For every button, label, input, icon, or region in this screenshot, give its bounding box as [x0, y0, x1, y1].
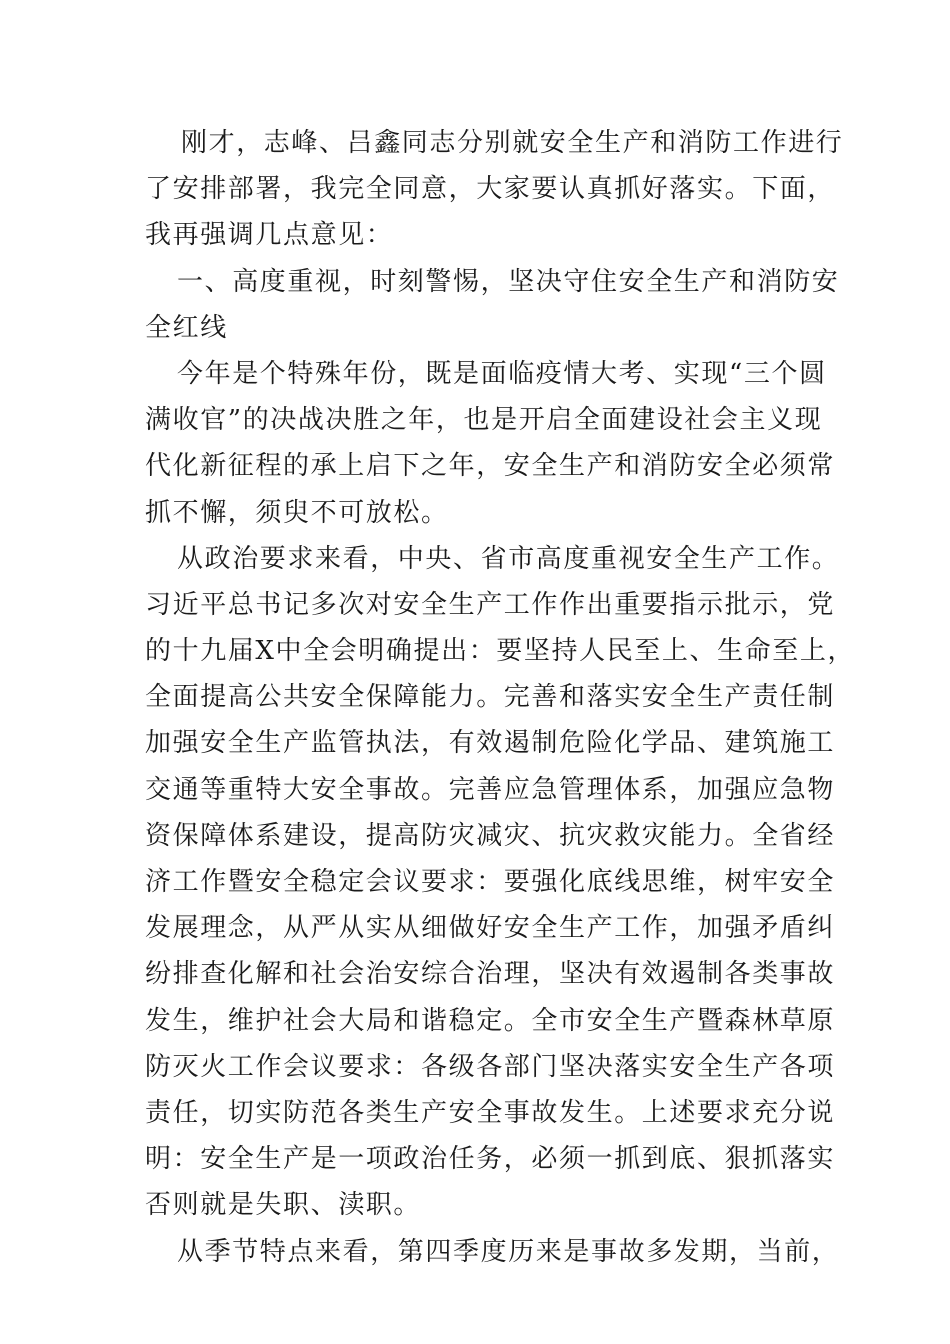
paragraph-line: 刚才，志峰、吕鑫同志分别就安全生产和消防工作进行	[181, 128, 844, 158]
paragraph-line: 资保障体系建设，提高防灾减灾、抗灾救灾能力。全省经	[145, 820, 836, 851]
paragraph-line: 代化新征程的承上启下之年，安全生产和消防安全必须常	[145, 451, 836, 482]
paragraph-line: 从季节特点来看，第四季度历来是事故多发期，当前，	[177, 1236, 840, 1267]
paragraph-line: 抓不懈，须臾不可放松。	[145, 497, 449, 528]
paragraph-line: 防灭火工作会议要求：各级各部门坚决落实安全生产各项	[145, 1051, 836, 1082]
document-body	[145, 120, 856, 1275]
section-heading-line: 一、高度重视，时刻警惕，坚决守住安全生产和消防安	[177, 266, 840, 297]
paragraph-line: 我再强调几点意见：	[145, 220, 394, 251]
paragraph-line: 否则就是失职、渎职。	[145, 1190, 422, 1221]
paragraph-line: 交通等重特大安全事故。完善应急管理体系，加强应急物	[145, 774, 836, 805]
paragraph-line: 济工作暨安全稳定会议要求：要强化底线思维，树牢安全	[145, 867, 836, 897]
paragraph-line: 从政治要求来看，中央、省市高度重视安全生产工作。	[177, 543, 840, 574]
paragraph-line: 加强安全生产监管执法，有效遏制危险化学品、建筑施工	[145, 728, 836, 759]
paragraph-line: 发生，维护社会大局和谐稳定。全市安全生产暨森林草原	[145, 1005, 836, 1036]
paragraph-line: 习近平总书记多次对安全生产工作作出重要指示批示，党	[145, 589, 836, 620]
paragraph-line: 责任，切实防范各类生产安全事故发生。上述要求充分说	[145, 1097, 836, 1128]
paragraph-line: 全面提高公共安全保障能力。完善和落实安全生产责任制	[145, 682, 836, 713]
paragraph-line: 的十九届X中全会明确提出：要坚持人民至上、生命至上，	[145, 636, 856, 667]
paragraph-line: 明：安全生产是一项政治任务，必须一抓到底、狠抓落实	[145, 1144, 836, 1175]
paragraph-line: 纷排查化解和社会治安综合治理，坚决有效遏制各类事故	[145, 959, 836, 990]
paragraph-line: 了安排部署，我完全同意，大家要认真抓好落实。下面，	[145, 174, 836, 205]
paragraph-line: 发展理念，从严从实从细做好安全生产工作，加强矛盾纠	[145, 913, 836, 944]
paragraph-line: 满收官”的决战决胜之年，也是开启全面建设社会主义现	[145, 405, 823, 436]
section-heading-line: 全红线	[145, 312, 228, 343]
paragraph-line: 今年是个特殊年份，既是面临疫情大考、实现“三个圆	[177, 358, 827, 389]
